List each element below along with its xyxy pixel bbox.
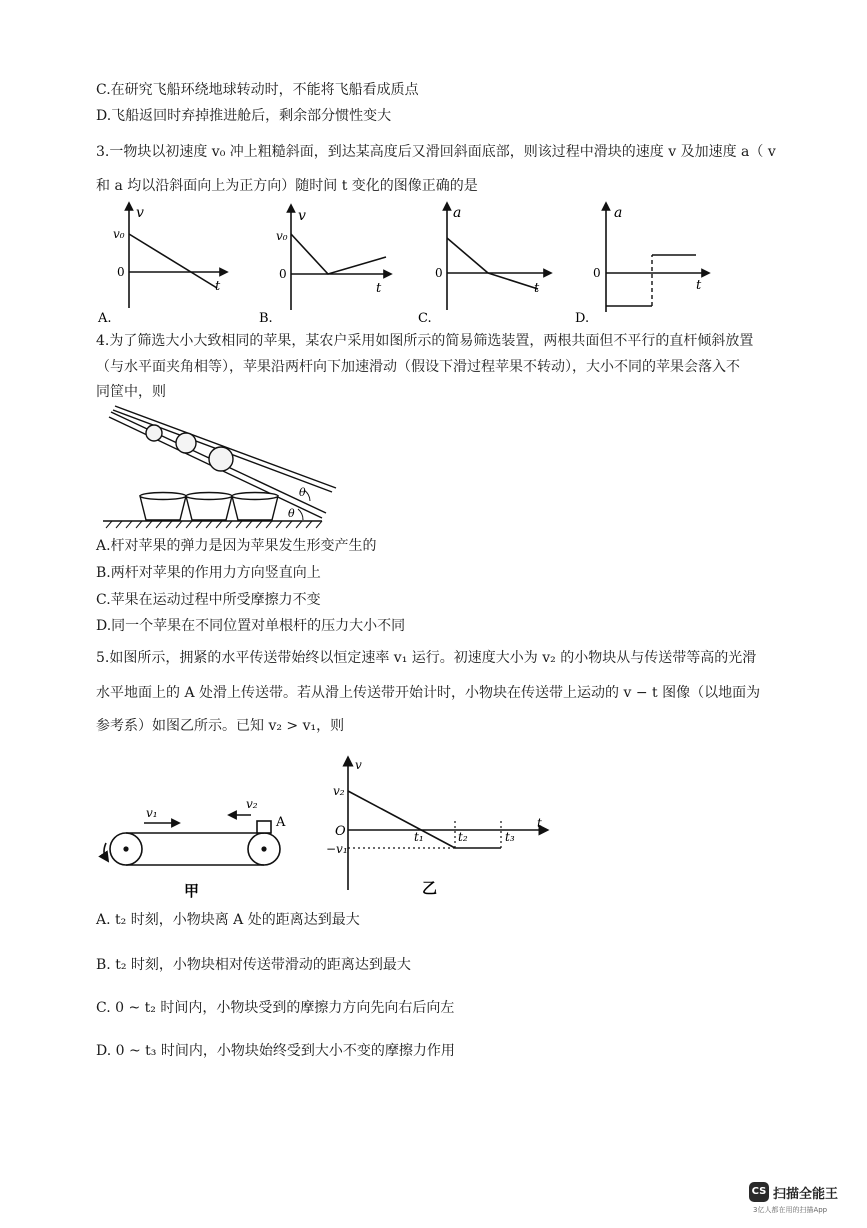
graph-d-ylabel: a	[614, 205, 623, 221]
graph-c-ylabel: a	[453, 205, 462, 221]
graph-a-v0: v₀	[113, 227, 125, 241]
camscanner-logo-icon: CS	[749, 1182, 769, 1202]
graph-b-ylabel: v	[298, 208, 306, 224]
q4-angle-upper: θ	[299, 486, 306, 499]
q4-option-c: C.苹果在运动过程中所受摩擦力不变	[96, 592, 321, 608]
yi-neg-v1: −v₁	[326, 842, 348, 856]
graph-b-v0: v₀	[276, 229, 288, 243]
yi-t3: t₃	[505, 830, 515, 844]
graph-a-origin: 0	[117, 265, 125, 279]
yi-xlabel: t	[537, 816, 542, 830]
q4-angle-lower: θ	[288, 507, 295, 520]
q3-stem-line2: 和 a 均以沿斜面向上为正方向）随时间 t 变化的图像正确的是	[96, 178, 478, 194]
graph-a-ylabel: v	[136, 205, 144, 221]
q5-option-b: B. t₂ 时刻，小物块相对传送带滑动的距离达到最大	[96, 957, 411, 973]
jia-v2-label: v₂	[246, 797, 258, 811]
graph-c-origin: 0	[435, 266, 443, 280]
q2-option-c: C.在研究飞船环绕地球转动时，不能将飞船看成质点	[96, 82, 419, 98]
q2-option-d: D.飞船返回时弃掉推进舱后，剩余部分惯性变大	[96, 108, 392, 124]
q3-graph-a	[98, 200, 242, 326]
graph-a-letter: A.	[98, 311, 112, 326]
graph-b-origin: 0	[279, 267, 287, 281]
jia-caption: 甲	[184, 882, 200, 900]
yi-v2-label: v₂	[333, 784, 345, 798]
q5-stem-line2: 水平地面上的 A 处滑上传送带。若从滑上传送带开始计时，小物块在传送带上运动的 v − t 图像（以地面为	[96, 685, 761, 701]
graph-a-xlabel: t	[215, 279, 221, 294]
graph-d-origin: 0	[593, 266, 601, 280]
q3-graph-c	[418, 200, 560, 326]
q4-stem-line1: 4.为了筛选大小大致相同的苹果，某农户采用如图所示的简易筛选装置，两根共面但不平行的直杆倾斜放置	[96, 333, 754, 349]
q5-stem-line1: 5.如图所示，拥紧的水平传送带始终以恒定速率 v₁ 运行。初速度大小为 v₂ 的小物块从与传送带等高的光滑	[96, 650, 757, 666]
q4-option-b: B.两杆对苹果的作用力方向竖直向上	[96, 565, 321, 581]
graph-d-letter: D.	[575, 311, 590, 326]
watermark-subtitle: 3亿人都在用的扫描App	[753, 1206, 828, 1214]
graph-d-xlabel: t	[696, 278, 702, 293]
q5-option-a: A. t₂ 时刻，小物块离 A 处的距离达到最大	[96, 912, 360, 928]
yi-t2: t₂	[458, 830, 468, 844]
q4-option-a: A.杆对苹果的弹力是因为苹果发生形变产生的	[96, 538, 377, 554]
yi-origin: O	[335, 824, 346, 839]
q4-apple-sorter-figure	[100, 405, 340, 530]
q5-figure-yi-vt-graph	[322, 755, 552, 900]
q4-stem-line2: （与水平面夹角相等），苹果沿两杆向下加速滑动（假设下滑过程苹果不转动），大小不同的苹果会落入不	[96, 359, 740, 375]
q5-option-d: D. 0 ~ t₃ 时间内，小物块始终受到大小不变的摩擦力作用	[96, 1043, 455, 1059]
q4-option-d: D.同一个苹果在不同位置对单根杆的压力大小不同	[96, 618, 406, 634]
q4-stem-line3: 同筐中，则	[96, 384, 166, 400]
q3-graph-d	[575, 200, 720, 326]
graph-b-letter: B.	[259, 311, 273, 326]
scanner-watermark	[749, 1182, 853, 1218]
q5-figure-jia-conveyor	[96, 798, 301, 903]
graph-b-xlabel: t	[376, 281, 382, 296]
yi-caption: 乙	[422, 879, 438, 897]
graph-c-letter: C.	[418, 311, 432, 326]
jia-point-a: A	[276, 815, 286, 830]
jia-v1-label: v₁	[146, 806, 158, 820]
q3-stem-line1: 3.一物块以初速度 v₀ 冲上粗糙斜面，到达某高度后又滑回斜面底部，则该过程中滑块的速度 v 及加速度 a（ v	[96, 144, 776, 160]
q3-graph-b	[259, 200, 406, 326]
yi-t1: t₁	[414, 830, 424, 844]
q5-option-c: C. 0 ~ t₂ 时间内，小物块受到的摩擦力方向先向右后向左	[96, 1000, 455, 1016]
graph-c-xlabel: t	[534, 281, 540, 296]
watermark-title: 扫描全能王	[773, 1187, 839, 1202]
yi-ylabel: v	[355, 758, 362, 772]
q5-stem-line3: 参考系）如图乙所示。已知 v₂ > v₁，则	[96, 718, 345, 734]
